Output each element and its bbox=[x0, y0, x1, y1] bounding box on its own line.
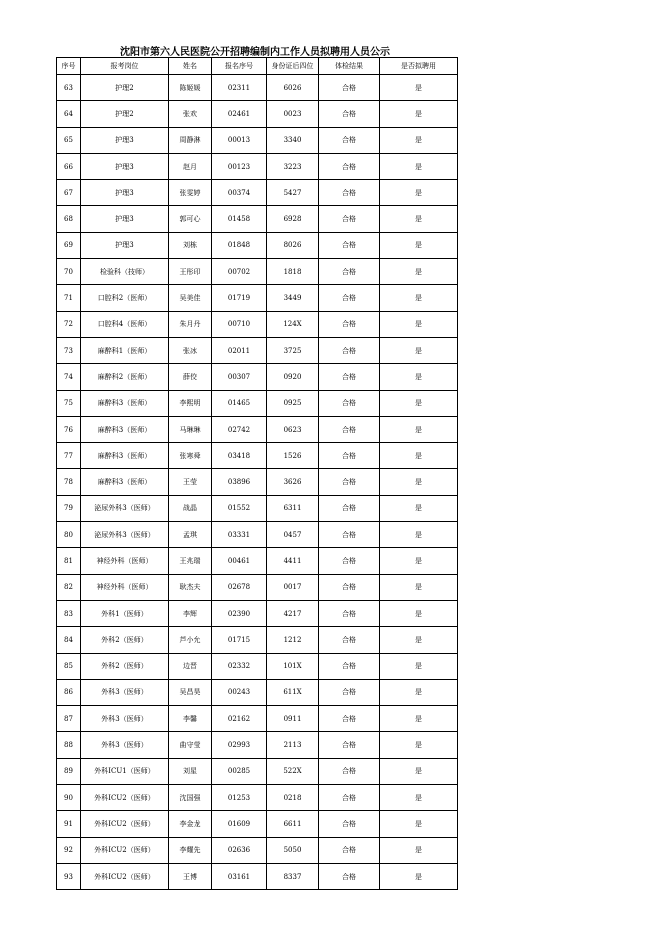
cell-index: 76 bbox=[57, 416, 81, 442]
cell-hired: 是 bbox=[380, 732, 458, 758]
cell-registration-no: 01715 bbox=[212, 627, 267, 653]
cell-registration-no: 01848 bbox=[212, 232, 267, 258]
header-registration-no: 报名序号 bbox=[212, 58, 267, 75]
cell-id-last4: 611X bbox=[267, 679, 319, 705]
cell-id-last4: 3449 bbox=[267, 285, 319, 311]
cell-name: 王兆瑞 bbox=[169, 548, 212, 574]
cell-position: 外科2（医师） bbox=[81, 627, 169, 653]
cell-index: 72 bbox=[57, 311, 81, 337]
table-row bbox=[57, 206, 458, 232]
cell-name: 朱月丹 bbox=[169, 311, 212, 337]
cell-position: 外科3（医师） bbox=[81, 732, 169, 758]
cell-id-last4: 0218 bbox=[267, 785, 319, 811]
cell-registration-no: 00285 bbox=[212, 758, 267, 784]
table-row bbox=[57, 443, 458, 469]
cell-index: 82 bbox=[57, 574, 81, 600]
table-row bbox=[57, 232, 458, 258]
cell-position: 护理3 bbox=[81, 153, 169, 179]
cell-medical-result: 合格 bbox=[319, 75, 380, 101]
cell-position: 麻醉科3（医师） bbox=[81, 390, 169, 416]
cell-id-last4: 1526 bbox=[267, 443, 319, 469]
cell-position: 检验科（技师） bbox=[81, 259, 169, 285]
header-hired: 是否拟聘用 bbox=[380, 58, 458, 75]
cell-hired: 是 bbox=[380, 390, 458, 416]
cell-id-last4: 6311 bbox=[267, 495, 319, 521]
cell-position: 麻醉科1（医师） bbox=[81, 337, 169, 363]
cell-id-last4: 0623 bbox=[267, 416, 319, 442]
cell-id-last4: 3725 bbox=[267, 337, 319, 363]
cell-name: 王莹 bbox=[169, 469, 212, 495]
cell-id-last4: 1818 bbox=[267, 259, 319, 285]
cell-medical-result: 合格 bbox=[319, 153, 380, 179]
cell-hired: 是 bbox=[380, 785, 458, 811]
cell-id-last4: 3340 bbox=[267, 127, 319, 153]
cell-medical-result: 合格 bbox=[319, 758, 380, 784]
cell-index: 92 bbox=[57, 837, 81, 863]
table-row bbox=[57, 863, 458, 889]
cell-id-last4: 5427 bbox=[267, 180, 319, 206]
cell-name: 边晋 bbox=[169, 653, 212, 679]
cell-position: 泌尿外科3（医师） bbox=[81, 522, 169, 548]
cell-position: 外科1（医师） bbox=[81, 600, 169, 626]
cell-index: 75 bbox=[57, 390, 81, 416]
cell-position: 神经外科（医师） bbox=[81, 574, 169, 600]
cell-medical-result: 合格 bbox=[319, 653, 380, 679]
cell-registration-no: 01253 bbox=[212, 785, 267, 811]
cell-registration-no: 02742 bbox=[212, 416, 267, 442]
cell-medical-result: 合格 bbox=[319, 679, 380, 705]
cell-index: 80 bbox=[57, 522, 81, 548]
cell-hired: 是 bbox=[380, 706, 458, 732]
cell-index: 81 bbox=[57, 548, 81, 574]
cell-position: 泌尿外科3（医师） bbox=[81, 495, 169, 521]
table-row bbox=[57, 180, 458, 206]
table-row bbox=[57, 311, 458, 337]
table-body bbox=[57, 75, 458, 890]
cell-name: 王彤印 bbox=[169, 259, 212, 285]
table-row bbox=[57, 600, 458, 626]
cell-name: 战晶 bbox=[169, 495, 212, 521]
cell-index: 67 bbox=[57, 180, 81, 206]
cell-name: 芦小允 bbox=[169, 627, 212, 653]
cell-medical-result: 合格 bbox=[319, 127, 380, 153]
cell-hired: 是 bbox=[380, 627, 458, 653]
cell-medical-result: 合格 bbox=[319, 811, 380, 837]
table-header-row bbox=[57, 58, 458, 75]
cell-index: 70 bbox=[57, 259, 81, 285]
table-row bbox=[57, 101, 458, 127]
cell-name: 张冰 bbox=[169, 337, 212, 363]
table-row bbox=[57, 785, 458, 811]
table-row bbox=[57, 548, 458, 574]
table-row bbox=[57, 811, 458, 837]
table-row bbox=[57, 574, 458, 600]
cell-hired: 是 bbox=[380, 364, 458, 390]
cell-registration-no: 02636 bbox=[212, 837, 267, 863]
cell-position: 外科ICU2（医师） bbox=[81, 837, 169, 863]
cell-name: 李熙明 bbox=[169, 390, 212, 416]
cell-medical-result: 合格 bbox=[319, 600, 380, 626]
header-position: 报考岗位 bbox=[81, 58, 169, 75]
cell-id-last4: 522X bbox=[267, 758, 319, 784]
cell-position: 外科3（医师） bbox=[81, 706, 169, 732]
cell-hired: 是 bbox=[380, 311, 458, 337]
cell-registration-no: 00374 bbox=[212, 180, 267, 206]
cell-hired: 是 bbox=[380, 863, 458, 889]
cell-id-last4: 6611 bbox=[267, 811, 319, 837]
cell-position: 外科ICU1（医师） bbox=[81, 758, 169, 784]
cell-hired: 是 bbox=[380, 337, 458, 363]
header-name: 姓名 bbox=[169, 58, 212, 75]
table-row bbox=[57, 627, 458, 653]
cell-index: 74 bbox=[57, 364, 81, 390]
cell-registration-no: 03331 bbox=[212, 522, 267, 548]
cell-medical-result: 合格 bbox=[319, 732, 380, 758]
cell-registration-no: 00461 bbox=[212, 548, 267, 574]
cell-name: 李辉 bbox=[169, 600, 212, 626]
cell-name: 赵月 bbox=[169, 153, 212, 179]
table-row bbox=[57, 522, 458, 548]
cell-hired: 是 bbox=[380, 574, 458, 600]
cell-index: 85 bbox=[57, 653, 81, 679]
cell-id-last4: 3626 bbox=[267, 469, 319, 495]
cell-index: 88 bbox=[57, 732, 81, 758]
table-row bbox=[57, 75, 458, 101]
cell-registration-no: 03896 bbox=[212, 469, 267, 495]
cell-name: 马琳琳 bbox=[169, 416, 212, 442]
cell-registration-no: 02390 bbox=[212, 600, 267, 626]
results-table bbox=[56, 57, 458, 890]
cell-position: 护理2 bbox=[81, 101, 169, 127]
table-row bbox=[57, 706, 458, 732]
table-row bbox=[57, 364, 458, 390]
cell-medical-result: 合格 bbox=[319, 364, 380, 390]
cell-name: 吴昌昊 bbox=[169, 679, 212, 705]
cell-name: 薛佼 bbox=[169, 364, 212, 390]
cell-id-last4: 5050 bbox=[267, 837, 319, 863]
cell-medical-result: 合格 bbox=[319, 785, 380, 811]
cell-medical-result: 合格 bbox=[319, 863, 380, 889]
cell-hired: 是 bbox=[380, 443, 458, 469]
cell-position: 麻醉科3（医师） bbox=[81, 443, 169, 469]
cell-registration-no: 03418 bbox=[212, 443, 267, 469]
cell-hired: 是 bbox=[380, 232, 458, 258]
cell-name: 张雯婷 bbox=[169, 180, 212, 206]
table-row bbox=[57, 153, 458, 179]
cell-index: 83 bbox=[57, 600, 81, 626]
cell-registration-no: 00307 bbox=[212, 364, 267, 390]
cell-name: 孟琪 bbox=[169, 522, 212, 548]
cell-id-last4: 3223 bbox=[267, 153, 319, 179]
cell-index: 89 bbox=[57, 758, 81, 784]
cell-registration-no: 02678 bbox=[212, 574, 267, 600]
cell-id-last4: 0017 bbox=[267, 574, 319, 600]
cell-id-last4: 0911 bbox=[267, 706, 319, 732]
cell-registration-no: 01458 bbox=[212, 206, 267, 232]
cell-index: 64 bbox=[57, 101, 81, 127]
cell-medical-result: 合格 bbox=[319, 574, 380, 600]
cell-registration-no: 01465 bbox=[212, 390, 267, 416]
cell-medical-result: 合格 bbox=[319, 206, 380, 232]
cell-index: 65 bbox=[57, 127, 81, 153]
cell-medical-result: 合格 bbox=[319, 522, 380, 548]
cell-id-last4: 0023 bbox=[267, 101, 319, 127]
cell-id-last4: 8337 bbox=[267, 863, 319, 889]
cell-name: 张寒舜 bbox=[169, 443, 212, 469]
cell-position: 外科2（医师） bbox=[81, 653, 169, 679]
cell-index: 87 bbox=[57, 706, 81, 732]
cell-medical-result: 合格 bbox=[319, 548, 380, 574]
cell-position: 护理2 bbox=[81, 75, 169, 101]
cell-medical-result: 合格 bbox=[319, 180, 380, 206]
cell-registration-no: 02993 bbox=[212, 732, 267, 758]
cell-hired: 是 bbox=[380, 837, 458, 863]
cell-position: 口腔科4（医师） bbox=[81, 311, 169, 337]
cell-name: 李耀先 bbox=[169, 837, 212, 863]
table-row bbox=[57, 758, 458, 784]
cell-medical-result: 合格 bbox=[319, 337, 380, 363]
cell-position: 护理3 bbox=[81, 180, 169, 206]
cell-name: 李金龙 bbox=[169, 811, 212, 837]
cell-position: 外科ICU2（医师） bbox=[81, 863, 169, 889]
cell-index: 69 bbox=[57, 232, 81, 258]
cell-name: 王博 bbox=[169, 863, 212, 889]
cell-name: 刘栋 bbox=[169, 232, 212, 258]
cell-name: 吴美佳 bbox=[169, 285, 212, 311]
cell-id-last4: 2113 bbox=[267, 732, 319, 758]
cell-medical-result: 合格 bbox=[319, 443, 380, 469]
cell-name: 耿杰夫 bbox=[169, 574, 212, 600]
header-medical-result: 体检结果 bbox=[319, 58, 380, 75]
cell-hired: 是 bbox=[380, 180, 458, 206]
cell-hired: 是 bbox=[380, 522, 458, 548]
cell-hired: 是 bbox=[380, 153, 458, 179]
cell-hired: 是 bbox=[380, 416, 458, 442]
cell-index: 71 bbox=[57, 285, 81, 311]
cell-medical-result: 合格 bbox=[319, 837, 380, 863]
cell-medical-result: 合格 bbox=[319, 706, 380, 732]
cell-position: 麻醉科3（医师） bbox=[81, 416, 169, 442]
cell-registration-no: 00013 bbox=[212, 127, 267, 153]
cell-hired: 是 bbox=[380, 758, 458, 784]
cell-id-last4: 6928 bbox=[267, 206, 319, 232]
cell-medical-result: 合格 bbox=[319, 495, 380, 521]
cell-name: 张欢 bbox=[169, 101, 212, 127]
cell-hired: 是 bbox=[380, 75, 458, 101]
cell-hired: 是 bbox=[380, 600, 458, 626]
cell-hired: 是 bbox=[380, 285, 458, 311]
cell-position: 护理3 bbox=[81, 206, 169, 232]
cell-name: 郭可心 bbox=[169, 206, 212, 232]
cell-registration-no: 00702 bbox=[212, 259, 267, 285]
cell-hired: 是 bbox=[380, 206, 458, 232]
cell-id-last4: 8026 bbox=[267, 232, 319, 258]
table-row bbox=[57, 285, 458, 311]
cell-id-last4: 101X bbox=[267, 653, 319, 679]
cell-name: 沈国强 bbox=[169, 785, 212, 811]
cell-index: 78 bbox=[57, 469, 81, 495]
table-row bbox=[57, 653, 458, 679]
cell-registration-no: 02011 bbox=[212, 337, 267, 363]
cell-position: 外科ICU2（医师） bbox=[81, 811, 169, 837]
cell-name: 李馨 bbox=[169, 706, 212, 732]
cell-registration-no: 02162 bbox=[212, 706, 267, 732]
cell-registration-no: 01719 bbox=[212, 285, 267, 311]
cell-index: 84 bbox=[57, 627, 81, 653]
cell-medical-result: 合格 bbox=[319, 232, 380, 258]
cell-hired: 是 bbox=[380, 495, 458, 521]
cell-id-last4: 4411 bbox=[267, 548, 319, 574]
cell-id-last4: 4217 bbox=[267, 600, 319, 626]
table-row bbox=[57, 127, 458, 153]
cell-index: 90 bbox=[57, 785, 81, 811]
cell-index: 93 bbox=[57, 863, 81, 889]
cell-position: 护理3 bbox=[81, 232, 169, 258]
cell-index: 66 bbox=[57, 153, 81, 179]
cell-hired: 是 bbox=[380, 548, 458, 574]
table-row bbox=[57, 337, 458, 363]
cell-hired: 是 bbox=[380, 811, 458, 837]
cell-hired: 是 bbox=[380, 653, 458, 679]
cell-name: 周静淋 bbox=[169, 127, 212, 153]
cell-index: 73 bbox=[57, 337, 81, 363]
table-row bbox=[57, 259, 458, 285]
cell-position: 麻醉科3（医师） bbox=[81, 469, 169, 495]
cell-hired: 是 bbox=[380, 127, 458, 153]
cell-index: 91 bbox=[57, 811, 81, 837]
cell-id-last4: 124X bbox=[267, 311, 319, 337]
table-row bbox=[57, 679, 458, 705]
cell-medical-result: 合格 bbox=[319, 101, 380, 127]
cell-index: 77 bbox=[57, 443, 81, 469]
header-id-last4: 身份证后四位 bbox=[267, 58, 319, 75]
cell-hired: 是 bbox=[380, 679, 458, 705]
cell-medical-result: 合格 bbox=[319, 311, 380, 337]
cell-registration-no: 01609 bbox=[212, 811, 267, 837]
cell-registration-no: 02311 bbox=[212, 75, 267, 101]
cell-registration-no: 00123 bbox=[212, 153, 267, 179]
cell-medical-result: 合格 bbox=[319, 259, 380, 285]
cell-registration-no: 01552 bbox=[212, 495, 267, 521]
cell-name: 陈姬媛 bbox=[169, 75, 212, 101]
table-row bbox=[57, 495, 458, 521]
table-row bbox=[57, 837, 458, 863]
cell-registration-no: 03161 bbox=[212, 863, 267, 889]
cell-medical-result: 合格 bbox=[319, 469, 380, 495]
cell-index: 68 bbox=[57, 206, 81, 232]
table-row bbox=[57, 390, 458, 416]
cell-id-last4: 0920 bbox=[267, 364, 319, 390]
cell-hired: 是 bbox=[380, 101, 458, 127]
page-title: 沈阳市第六人民医院公开招聘编制内工作人员拟聘用人员公示 bbox=[120, 47, 390, 58]
table-row bbox=[57, 469, 458, 495]
cell-registration-no: 02461 bbox=[212, 101, 267, 127]
table-row bbox=[57, 416, 458, 442]
cell-medical-result: 合格 bbox=[319, 285, 380, 311]
cell-position: 口腔科2（医师） bbox=[81, 285, 169, 311]
cell-name: 刘星 bbox=[169, 758, 212, 784]
cell-medical-result: 合格 bbox=[319, 627, 380, 653]
cell-hired: 是 bbox=[380, 469, 458, 495]
cell-registration-no: 02332 bbox=[212, 653, 267, 679]
cell-id-last4: 6026 bbox=[267, 75, 319, 101]
cell-medical-result: 合格 bbox=[319, 416, 380, 442]
cell-medical-result: 合格 bbox=[319, 390, 380, 416]
cell-id-last4: 0457 bbox=[267, 522, 319, 548]
cell-index: 63 bbox=[57, 75, 81, 101]
cell-position: 外科ICU2（医师） bbox=[81, 785, 169, 811]
table-row bbox=[57, 732, 458, 758]
cell-registration-no: 00710 bbox=[212, 311, 267, 337]
cell-index: 86 bbox=[57, 679, 81, 705]
cell-position: 外科3（医师） bbox=[81, 679, 169, 705]
cell-registration-no: 00243 bbox=[212, 679, 267, 705]
cell-id-last4: 0925 bbox=[267, 390, 319, 416]
cell-name: 曲守莹 bbox=[169, 732, 212, 758]
cell-id-last4: 1212 bbox=[267, 627, 319, 653]
cell-position: 护理3 bbox=[81, 127, 169, 153]
cell-position: 麻醉科2（医师） bbox=[81, 364, 169, 390]
cell-index: 79 bbox=[57, 495, 81, 521]
cell-position: 神经外科（医师） bbox=[81, 548, 169, 574]
header-index: 序号 bbox=[57, 58, 81, 75]
cell-hired: 是 bbox=[380, 259, 458, 285]
